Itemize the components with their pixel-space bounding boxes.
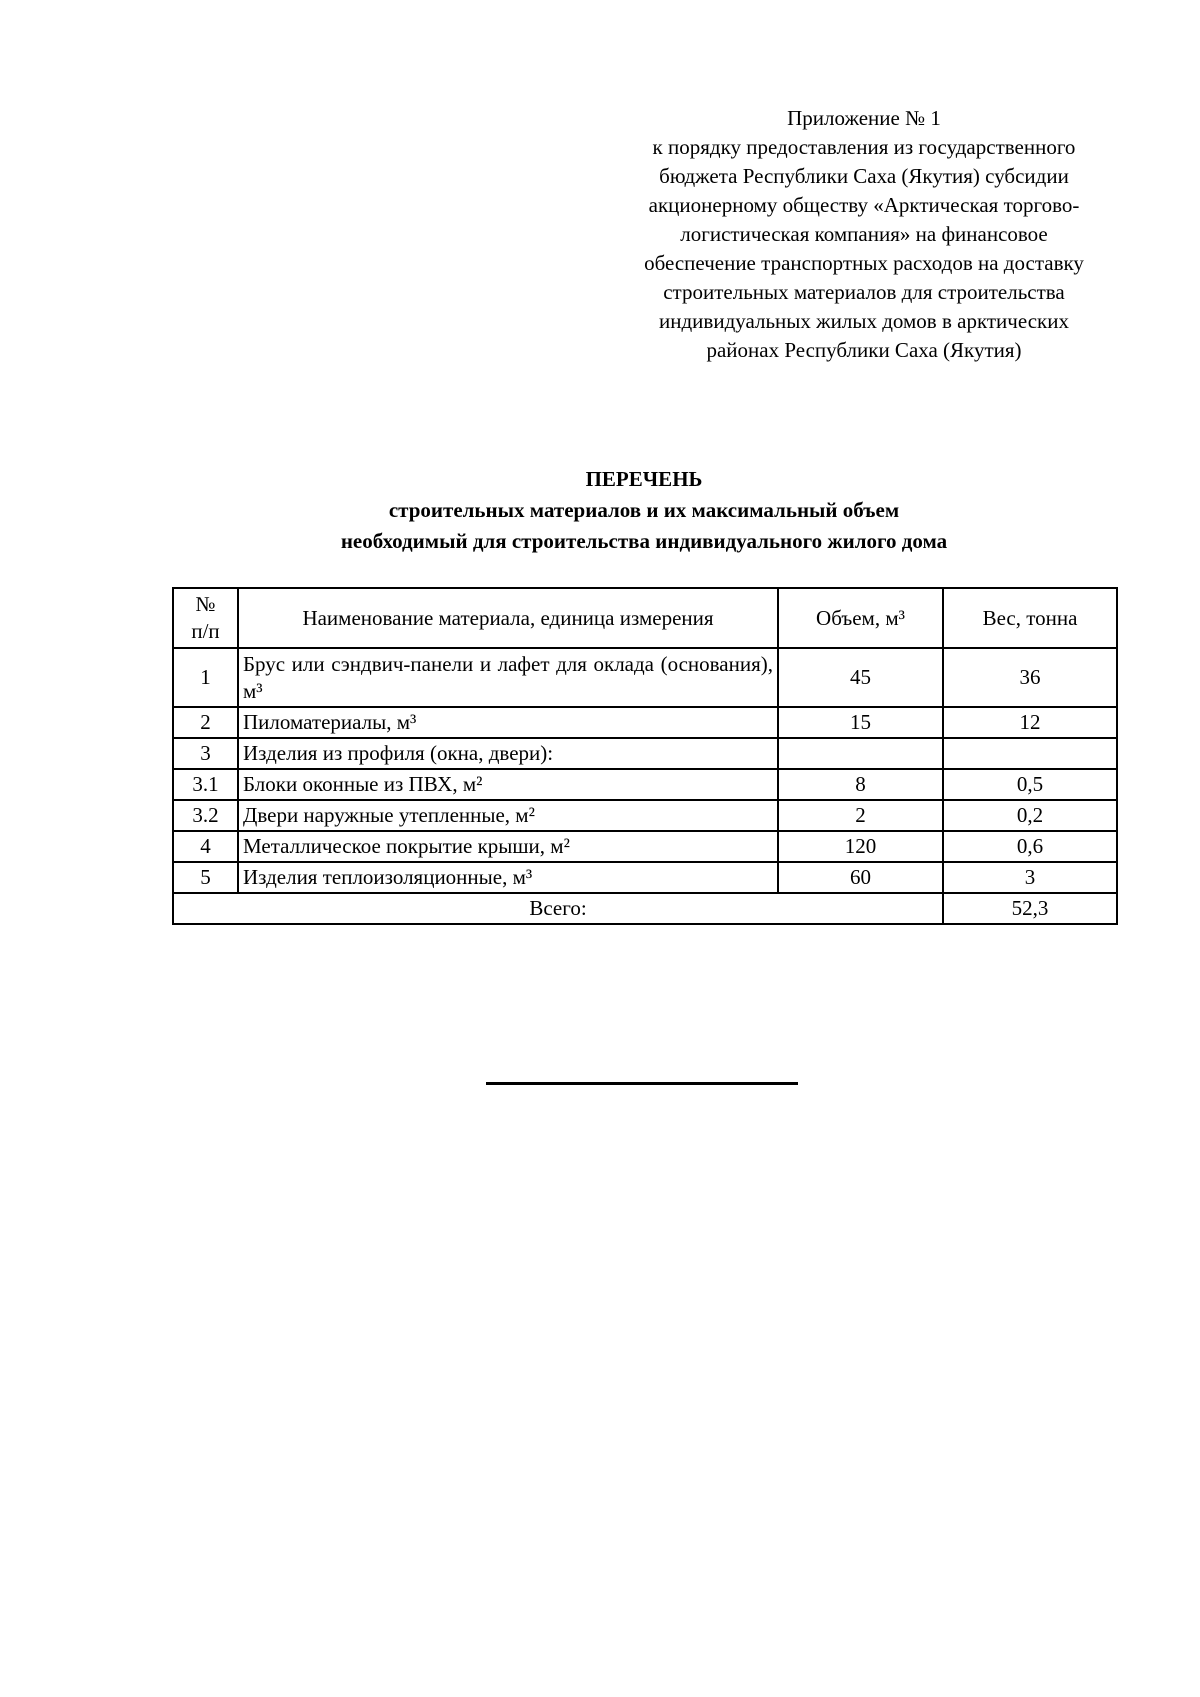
header-num-line2: п/п — [191, 619, 220, 643]
row-weight: 12 — [943, 707, 1117, 738]
row-num: 2 — [173, 707, 238, 738]
row-num: 4 — [173, 831, 238, 862]
table-row — [173, 831, 1117, 862]
table-row — [173, 800, 1117, 831]
table-header-row — [173, 588, 1117, 648]
row-name: Блоки оконные из ПВХ, м² — [238, 769, 778, 800]
table-row — [173, 862, 1117, 893]
row-volume: 60 — [778, 862, 943, 893]
table-total-row — [173, 893, 1117, 924]
title-heading: ПЕРЕЧЕНЬ — [585, 467, 703, 491]
row-volume: 2 — [778, 800, 943, 831]
title-subtitle-2: необходимый для строительства индивидуального жилого дома — [340, 529, 948, 553]
total-weight: 52,3 — [943, 893, 1117, 924]
row-num: 5 — [173, 862, 238, 893]
row-volume — [778, 738, 943, 769]
row-volume: 45 — [778, 648, 943, 707]
row-num: 3.2 — [173, 800, 238, 831]
header-name: Наименование материала, единица измерения — [238, 588, 778, 648]
appendix-line: логистическая компания» на финансовое — [680, 222, 1048, 246]
row-weight — [943, 738, 1117, 769]
signature-line — [486, 1082, 798, 1085]
table-row — [173, 707, 1117, 738]
appendix-line: акционерному обществу «Арктическая торгово- — [648, 193, 1080, 217]
appendix-line: индивидуальных жилых домов в арктических — [659, 309, 1069, 333]
row-weight: 0,6 — [943, 831, 1117, 862]
appendix-header — [575, 104, 1153, 365]
row-volume: 120 — [778, 831, 943, 862]
row-name: Пиломатериалы, м³ — [238, 707, 778, 738]
appendix-line: районах Республики Саха (Якутия) — [706, 338, 1022, 362]
appendix-line: бюджета Республики Саха (Якутия) субсидии — [659, 164, 1069, 188]
header-weight: Вес, тонна — [943, 588, 1117, 648]
title-subtitle-1: строительных материалов и их максимальный объем — [388, 498, 900, 522]
appendix-line: обеспечение транспортных расходов на доставку — [644, 251, 1084, 275]
row-name: Изделия теплоизоляционные, м³ — [238, 862, 778, 893]
appendix-line: к порядку предоставления из государственного — [652, 135, 1076, 159]
row-name: Металлическое покрытие крыши, м² — [238, 831, 778, 862]
row-volume: 15 — [778, 707, 943, 738]
document-title — [172, 464, 1116, 557]
row-volume: 8 — [778, 769, 943, 800]
header-volume: Объем, м³ — [778, 588, 943, 648]
row-weight: 36 — [943, 648, 1117, 707]
row-name: Изделия из профиля (окна, двери): — [238, 738, 778, 769]
appendix-line: строительных материалов для строительства — [663, 280, 1065, 304]
row-num: 3.1 — [173, 769, 238, 800]
row-name: Брус или сэндвич-панели и лафет для оклада (основания), м³ — [238, 648, 778, 707]
header-num — [173, 588, 238, 648]
header-num-line1: № — [195, 592, 216, 616]
row-num: 1 — [173, 648, 238, 707]
row-weight: 3 — [943, 862, 1117, 893]
table-row — [173, 738, 1117, 769]
table-row — [173, 648, 1117, 707]
row-num: 3 — [173, 738, 238, 769]
row-weight: 0,2 — [943, 800, 1117, 831]
row-weight: 0,5 — [943, 769, 1117, 800]
row-name: Двери наружные утепленные, м² — [238, 800, 778, 831]
appendix-line: Приложение № 1 — [787, 106, 941, 130]
total-label: Всего: — [173, 893, 943, 924]
materials-table — [172, 587, 1118, 925]
table-row — [173, 769, 1117, 800]
